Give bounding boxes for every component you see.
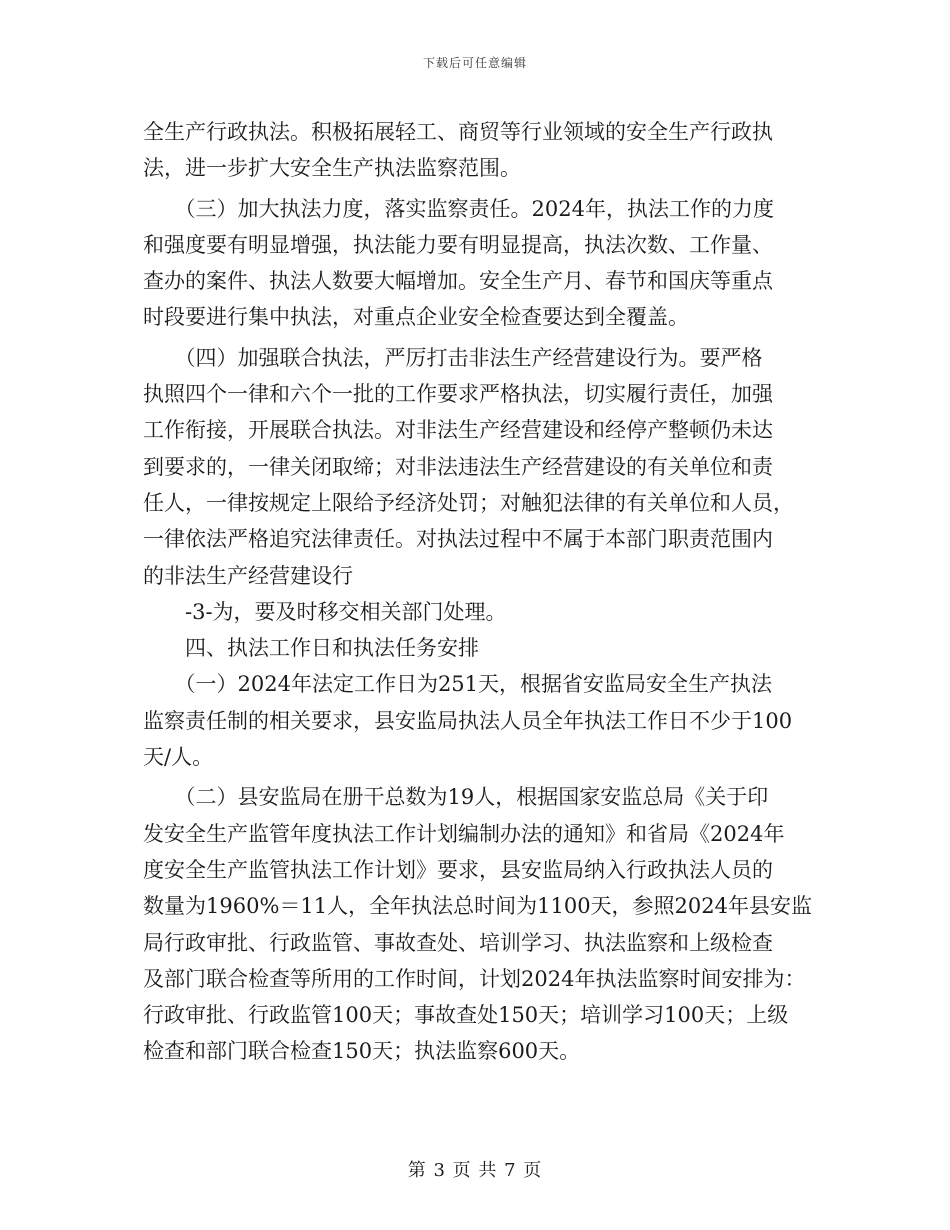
text-line: 发安全生产监管年度执法工作计划编制办法的通知》和省局《2024年 xyxy=(143,821,785,846)
text-line: 度安全生产监管执法工作计划》要求，县安监局纳入行政执法人员的 xyxy=(143,857,773,882)
text-line: 法，进一步扩大安全生产执法监察范围。 xyxy=(143,156,521,181)
page-number-footer: 第 3 页 共 7 页 xyxy=(407,1160,543,1181)
text-line: （四）加强联合执法，严厉打击非法生产经营建设行为。要严格 xyxy=(143,345,763,370)
text-line: （一）2024年法定工作日为251天，根据省安监局安全生产执法 xyxy=(143,672,773,697)
text-line: 局行政审批、行政监管、事故查处、培训学习、执法监察和上级检查 xyxy=(143,930,773,955)
text-line: 的非法生产经营建设行 xyxy=(143,563,353,588)
page-header-note: 下载后可任意编辑 xyxy=(422,56,527,70)
document-body xyxy=(143,114,813,1070)
text-line: 时段要进行集中执法，对重点企业安全检查要达到全覆盖。 xyxy=(143,305,689,330)
text-line: 及部门联合检查等所用的工作时间，计划2024年执法监察时间安排为： xyxy=(143,966,806,991)
text-line: 天/人。 xyxy=(143,745,214,770)
text-line: 和强度要有明显增强，执法能力要有明显提高，执法次数、工作量、 xyxy=(143,232,773,257)
text-line: 工作衔接，开展联合执法。对非法生产经营建设和经停产整顿仍未达 xyxy=(143,418,773,443)
text-line: 检查和部门联合检查150天；执法监察600天。 xyxy=(143,1039,581,1064)
text-line: 到要求的，一律关闭取缔；对非法违法生产经营建设的有关单位和责 xyxy=(143,454,773,479)
text-line: （二）县安监局在册干总数为19人，根据国家安监总局《关于印 xyxy=(143,785,769,810)
text-line: 四、执法工作日和执法任务安排 xyxy=(143,636,479,661)
text-line: （三）加大执法力度，落实监察责任。2024年，执法工作的力度 xyxy=(143,196,774,221)
text-line: 全生产行政执法。积极拓展轻工、商贸等行业领域的安全生产行政执 xyxy=(143,120,773,144)
text-line: 任人，一律按规定上限给予经济处罚；对触犯法律的有关单位和人员， xyxy=(143,490,794,515)
text-line: 执照四个一律和六个一批的工作要求严格执法，切实履行责任，加强 xyxy=(143,382,773,407)
text-line: 数量为1960%＝11人，全年执法总时间为1100天，参照2024年县安监 xyxy=(143,894,813,919)
text-line: 监察责任制的相关要求，县安监局执法人员全年执法工作日不少于100 xyxy=(143,708,793,733)
text-line: 一律依法严格追究法律责任。对执法过程中不属于本部门职责范围内 xyxy=(143,527,773,552)
text-line: 行政审批、行政监管100天；事故查处150天；培训学习100天；上级 xyxy=(143,1003,789,1028)
text-line: 查办的案件、执法人数要大幅增加。安全生产月、春节和国庆等重点 xyxy=(143,269,773,294)
text-line: -3-为，要及时移交相关部门处理。 xyxy=(143,599,507,624)
